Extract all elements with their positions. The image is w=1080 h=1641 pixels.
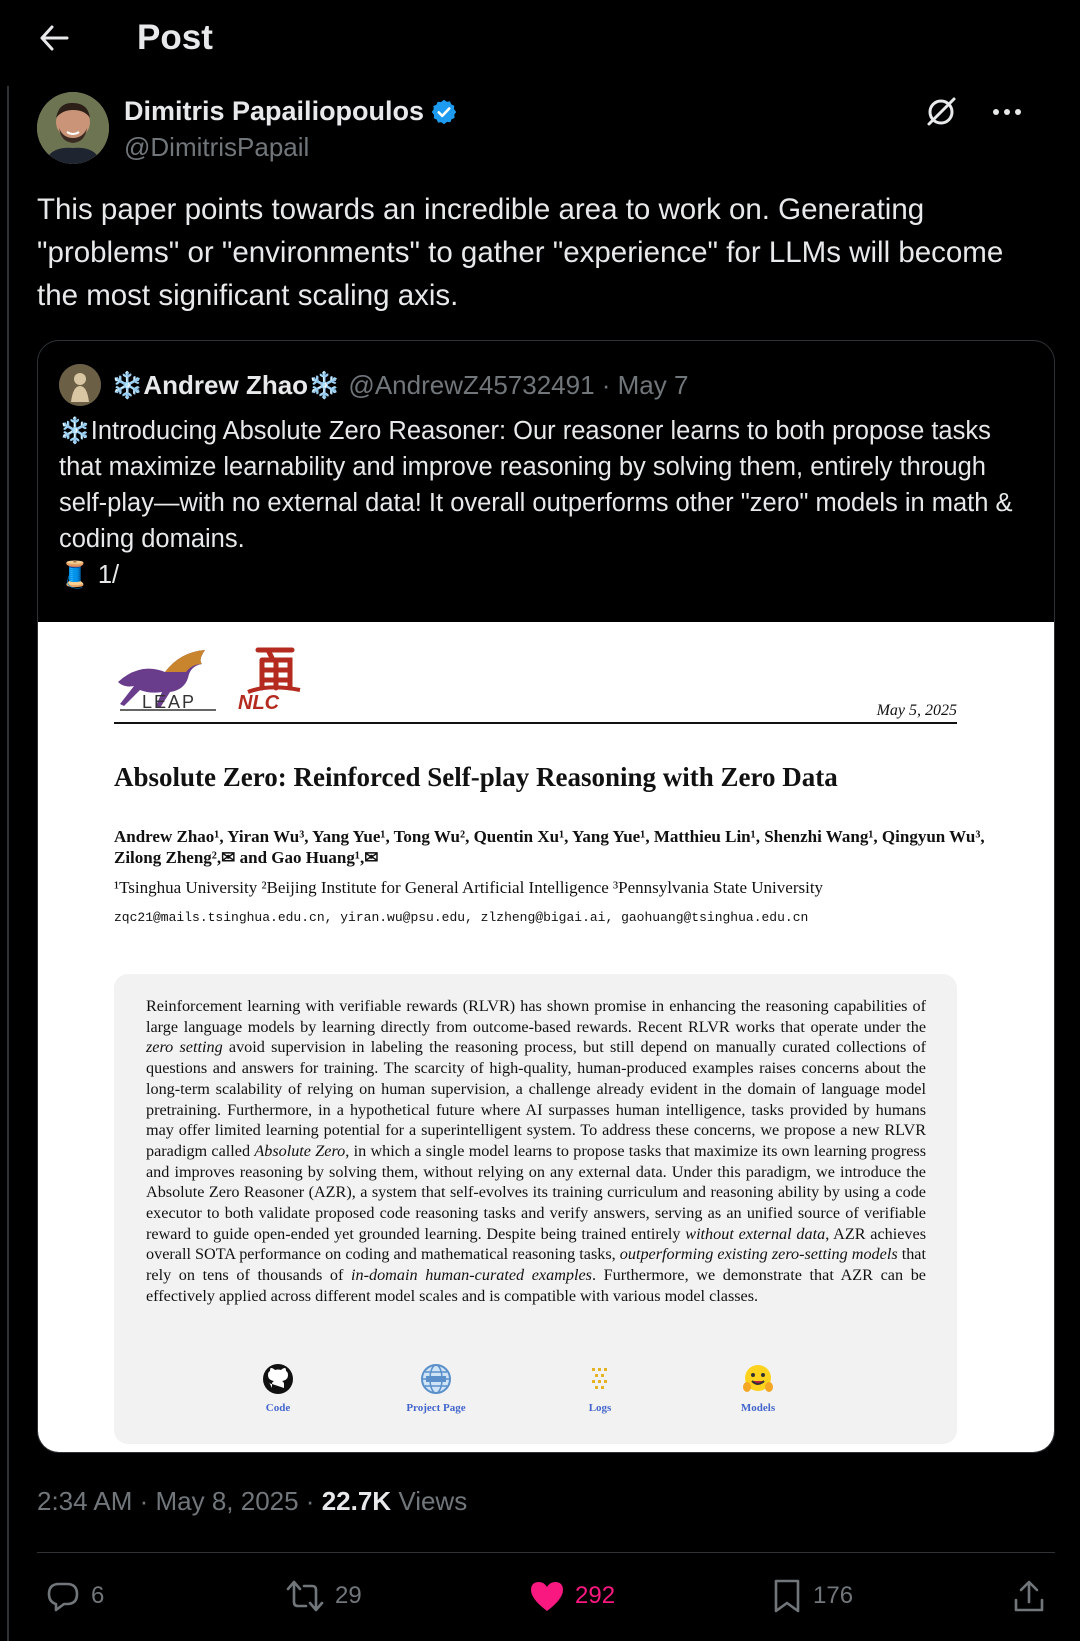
paper-title: Absolute Zero: Reinforced Self-play Reasoning with Zero Data	[114, 762, 838, 792]
abstract-span: Reinforcement learning with verifiable rewards (RLVR) has shown promise in enhancing the reasoning capabilities of large language models by learning directly from outcome-based rewards. Recent RLVR works that operate under the	[146, 997, 926, 1036]
hugging-face-icon	[741, 1362, 775, 1396]
abstract-span: , AZR achieves overall SOTA performance on coding and mathematical reasoning tasks,	[146, 1224, 926, 1264]
back-arrow-icon[interactable]	[34, 18, 74, 58]
globe-icon	[419, 1362, 453, 1396]
post-author-row	[37, 92, 1057, 166]
abstract-span: avoid supervision in labeling the reasoning process, but still depend on manually curated collections of questions and answers for training. The scarcity of high-quality, human-produced examples raises concerns about the long-term scalability of relying on human supervision, a challenge already evident in the domain of language model pretraining. Furthermore, in a hypothetical future where AI surpasses human intelligence, tasks provided by humans may offer limited learning potential for a superintelligent system. To address these concerns, we propose a new RLVR paradigm called	[146, 1038, 926, 1160]
quoted-text-line: ❄️Introducing Absolute Zero Reasoner: Our reasoner learns to both propose tasks that maximize learnability and improve reasoning by solving them, entirely through self-play—with no external data! It overall outperforms other "zero" models in math & coding domains.	[59, 417, 1013, 553]
quoted-post[interactable]	[37, 340, 1055, 1453]
abstract-span: . Furthermore, we demonstrate that AZR can be effectively applied across different model scales and is compatible with various model classes.	[146, 1266, 926, 1305]
meta-divider	[37, 1552, 1055, 1553]
paper-link-label: Code	[265, 1402, 291, 1414]
quoted-author-row	[59, 363, 688, 407]
abstract-emphasis: without external data	[685, 1224, 826, 1243]
quoted-media-image[interactable]	[38, 622, 1055, 1453]
leap-logo-text: LEAP	[142, 692, 197, 712]
abstract-span: , in which a single model learns to propose tasks that maximize its own learning progress and improves reasoning by solving them, without relying on any external data. Under this paradigm, we introduce the Absolute Zero Reasoner (AZR), a system that self-evolves its training curriculum and reasoning ability by using a code executor to both validate proposed code reasoning tasks and verify answers, serving as an unified source of verifiable reward to guide open-ended yet grounded learning. Despite being trained entirely	[146, 1141, 927, 1243]
quoted-post-text	[59, 413, 1039, 593]
quoted-author-name[interactable]: ❄️Andrew Zhao❄️	[111, 369, 341, 400]
post-timestamp[interactable]: 2:34 AM · May 8, 2025 ·	[37, 1486, 322, 1516]
abstract-box	[114, 974, 957, 1444]
bookmark-icon	[771, 1578, 803, 1614]
grok-icon[interactable]	[921, 92, 961, 132]
nlc-logo	[238, 644, 318, 714]
paper-affiliations: ¹Tsinghua University ²Beijing Institute for General Artificial Intelligence ³Pennsylvania State University	[114, 878, 824, 897]
reply-count: 6	[91, 1582, 105, 1609]
heart-filled-icon	[529, 1579, 565, 1613]
quoted-author-handle: @AndrewZ45732491 · May 7	[348, 369, 689, 400]
share-button[interactable]	[1012, 1574, 1046, 1618]
views-label: Views	[391, 1486, 468, 1516]
verified-badge-icon	[430, 98, 458, 126]
views-count: 22.7K	[321, 1486, 392, 1516]
action-bar	[37, 1574, 1055, 1618]
logs-icon	[583, 1362, 617, 1396]
more-options-icon[interactable]	[987, 92, 1027, 132]
nlc-logo-text: NLC	[238, 692, 280, 714]
abstract-emphasis: zero setting	[146, 1038, 223, 1057]
github-icon	[261, 1362, 295, 1396]
abstract-emphasis: in-domain human-curated examples	[351, 1266, 592, 1285]
quoted-avatar[interactable]	[59, 364, 101, 406]
top-bar	[0, 0, 1080, 82]
abstract-emphasis: Absolute Zero	[254, 1141, 346, 1160]
post-meta	[37, 1486, 467, 1517]
paper-header-rule	[114, 722, 957, 724]
quoted-text-line: 🧵 1/	[59, 561, 120, 589]
paper-screenshot	[38, 622, 1055, 1453]
paper-link-label: Models	[740, 1402, 776, 1414]
reply-icon	[45, 1578, 81, 1614]
like-button[interactable]	[529, 1574, 615, 1618]
leap-logo	[110, 642, 220, 716]
paper-emails: zqc21@mails.tsinghua.edu.cn, yiran.wu@psu.edu, zlzheng@bigai.ai, gaohuang@tsinghua.edu.cn	[114, 910, 809, 925]
post-text: This paper points towards an incredible area to work on. Generating "problems" or "environments" to gather "experience" for LLMs will become the most significant scaling axis.	[37, 193, 1004, 312]
author-handle[interactable]: @DimitrisPapail	[124, 132, 310, 162]
repost-count: 29	[335, 1582, 362, 1609]
author-name-text: Dimitris Papailiopoulos	[124, 96, 425, 126]
share-icon	[1012, 1578, 1046, 1614]
author-name[interactable]	[124, 96, 458, 127]
paper-date: May 5, 2025	[876, 702, 957, 719]
avatar[interactable]	[37, 92, 109, 164]
like-count: 292	[575, 1582, 616, 1609]
bookmark-button[interactable]	[771, 1574, 853, 1618]
bookmark-count: 176	[813, 1582, 854, 1609]
paper-authors: Andrew Zhao¹, Yiran Wu³, Yang Yue¹, Tong Wu², Quentin Xu¹, Yang Yue¹, Matthieu Lin¹, Shenzhi Wang¹, Qingyun Wu³, Zilong Zheng²,✉ and Gao Huang¹,✉	[114, 827, 985, 867]
paper-link-project	[376, 1362, 496, 1414]
page-title: Post	[137, 18, 213, 57]
repost-icon	[285, 1578, 325, 1614]
paper-link-logs	[540, 1362, 660, 1414]
paper-link-label: Logs	[588, 1402, 612, 1414]
abstract-text	[146, 996, 926, 1307]
abstract-span: that rely on tens of thousands of	[146, 1245, 926, 1285]
repost-button[interactable]	[285, 1574, 362, 1618]
paper-link-code	[218, 1362, 338, 1414]
reply-button[interactable]	[45, 1574, 104, 1618]
paper-link-models	[698, 1362, 818, 1414]
thread-divider	[7, 86, 9, 1641]
paper-link-label: Project Page	[406, 1402, 466, 1414]
abstract-emphasis: outperforming existing zero-setting models	[619, 1245, 898, 1264]
